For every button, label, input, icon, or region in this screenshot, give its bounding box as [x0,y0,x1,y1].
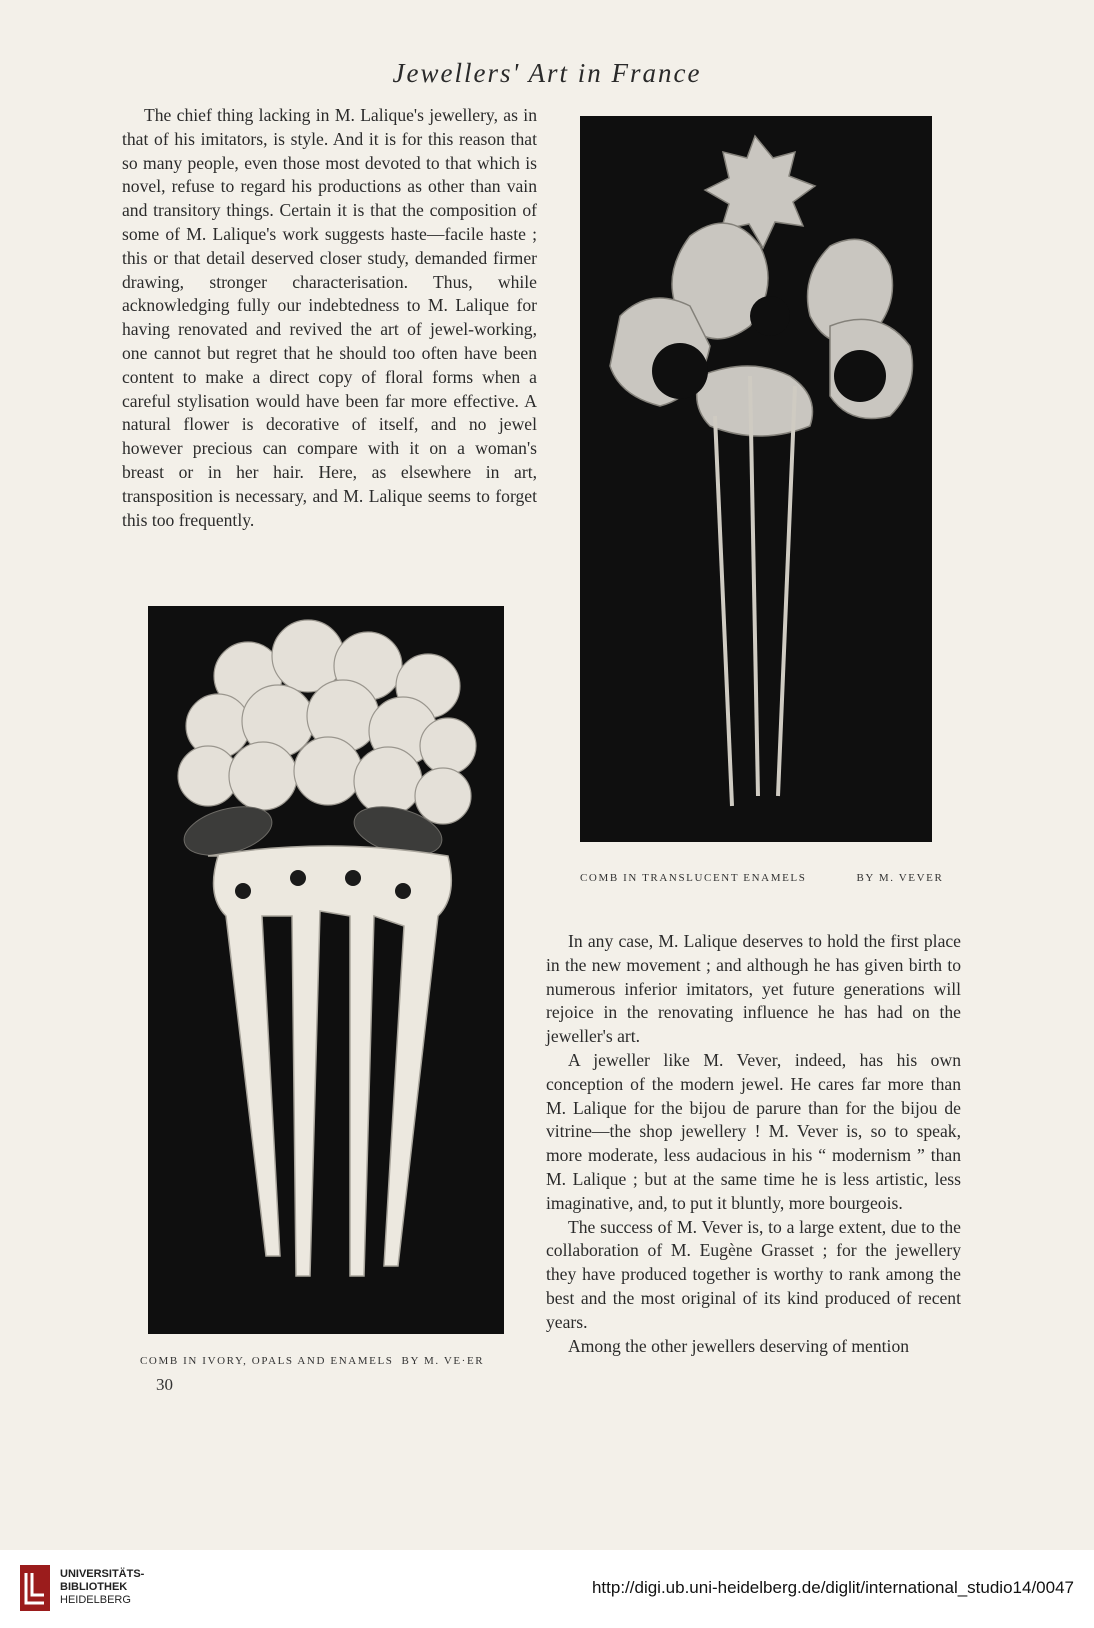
caption-credit: BY M. VEVER [856,872,944,884]
caption-title: COMB IN IVORY, OPALS AND ENAMELS [140,1355,394,1367]
library-name-line: HEIDELBERG [60,1594,131,1606]
library-footer [0,1550,1094,1628]
caption-credit: BY M. VE·ER [401,1355,485,1367]
paragraph: The success of M. Vever is, to a large extent, due to the collaboration of M. Eugène Grasset ; for the jewellery they have produced together is worthy to rank among the best and the most original of its kind produced of recent years. [546,1216,961,1332]
paragraph: A jeweller like M. Vever, indeed, has his own conception of the modern jewel. He cares far more than M. Lalique for the bijou de parure than for the bijou de vitrine—the shop jewellery ! M. Vever is, so to speak, more moderate, less audacious in his “ modernism ” than M. Lalique ; but at the same time he is less artistic, less imaginative, and, to put it bluntly, more bourgeois. [546,1049,961,1213]
paragraph: In any case, M. Lalique deserves to hold the first place in the new movement ; and although he has given birth to numerous inferior imitators, yet future generations will rejoice in the renovating influence he has had on the jeweller's art. [546,931,961,1047]
text-column-right [546,930,961,1358]
caption-top-plate [580,872,943,884]
text-column-left [122,104,537,532]
paragraph: The chief thing lacking in M. Lalique's jewellery, as in that of his imitators, is style. And it is for this reason that so many people, even those most devoted to that which is novel, refuse to regard his productions as other than vain and transitory things. Certain it is that the composition of some of M. Lalique's work suggests haste—facile haste ; this or that detail deserved closer study, demanded firmer drawing, stronger characterisation. Thus, while acknowledging fully our indebtedness to M. Lalique for having renovated and revived the art of jewel-working, one cannot but regret that he should too often have been content to make a direct copy of floral forms when a careful stylisation would have been far more effective. A natural flower is decorative of itself, and no jewel however precious can compare with it on a woman's breast or in her hair. Here, as elsewhere in art, transposition is necessary, and M. Lalique seems to forget this too frequently. [122,105,537,530]
caption-bottom-plate [140,1355,484,1367]
photo-comb-translucent-enamels [580,116,932,842]
library-name [60,1568,144,1607]
photo-comb-ivory-opals [148,606,504,1334]
caption-title: COMB IN TRANSLUCENT ENAMELS [580,872,807,884]
library-name-line: BIBLIOTHEK [60,1581,128,1593]
source-url[interactable]: http://digi.ub.uni-heidelberg.de/diglit/international_studio14/0047 [591,1578,1074,1597]
paragraph: Among the other jewellers deserving of mention [568,1335,910,1356]
comb-leaf-illustration [580,116,932,842]
running-title: Jewellers' Art in France [392,58,702,88]
library-logo-icon [20,1565,50,1611]
library-name-line: UNIVERSITÄTS- [60,1568,145,1580]
comb-hydrangea-illustration [148,606,504,1334]
page-number: 30 [156,1375,173,1394]
